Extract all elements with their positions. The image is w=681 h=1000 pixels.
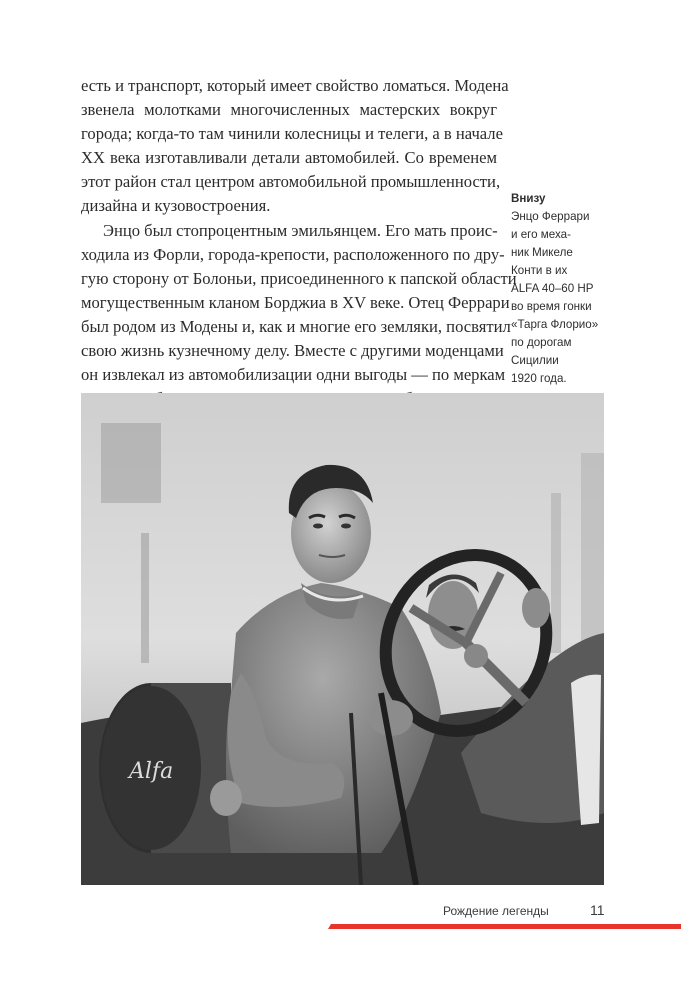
caption-line: 1920 года.	[511, 372, 567, 385]
background-window	[101, 423, 161, 503]
background-post	[551, 493, 561, 653]
text-line: Энцо был стопроцентным эмильянцем. Его мать проис-	[103, 220, 498, 240]
caption-line: ник Микеле	[511, 246, 573, 259]
alfa-emblem: Alfa	[129, 759, 174, 784]
caption-line: по дорогам	[511, 336, 572, 349]
caption-line: «Тарга Флорио»	[511, 318, 599, 331]
body-text	[81, 74, 517, 411]
enzo-hand-low	[210, 780, 242, 816]
enzo-hand-left	[369, 700, 413, 736]
background-post	[141, 533, 149, 663]
text-line: XX века изготавливали детали автомобилей. Со временем	[81, 148, 497, 168]
text-line: дизайна и кузовостроения.	[81, 196, 271, 216]
text-line: гую сторону от Болоньи, присоединенного к папской области	[81, 268, 517, 288]
text-line: города; когда-то там чинили колесницы и телеги, а в начале	[81, 124, 503, 144]
caption-line: Сицилии	[511, 354, 559, 367]
text-line: есть и транспорт, который имеет свойство ломаться. Модена	[81, 76, 509, 95]
text-line: он извлекал из автомобилизации одни выгоды — по меркам	[81, 365, 506, 385]
caption-line: Конти в их	[511, 264, 568, 277]
enzo-eye	[341, 524, 351, 529]
enzo-eye	[313, 524, 323, 529]
caption-line: и его меха-	[511, 228, 571, 241]
background-door	[581, 453, 604, 663]
text-line: звенела молотками многочисленных мастерских вокруг	[81, 100, 497, 120]
text-line: был родом из Модены и, как и многие его земляки, посвятил	[81, 316, 511, 336]
caption-line: Энцо Феррари	[511, 210, 590, 223]
wheel-hub	[464, 644, 488, 668]
caption-title: Внизу	[511, 192, 546, 205]
photo-caption	[511, 190, 621, 388]
running-footer-title: Рождение легенды	[443, 904, 549, 918]
footer-accent-bar	[328, 924, 681, 929]
enzo-hand-right	[522, 588, 550, 628]
text-line: могущественным кланом Борджиа в XV веке. Отец Феррари	[81, 292, 510, 312]
text-line: этот район стал центром автомобильной промышленности,	[81, 172, 501, 192]
page-number: 11	[590, 902, 605, 918]
caption-line: во время гонки	[511, 300, 592, 313]
text-line: ходила из Форли, города-крепости, расположенного по дру-	[81, 244, 505, 264]
text-line: свою жизнь кузнечному делу. Вместе с другими моденцами	[81, 341, 504, 361]
photo-enzo-ferrari	[81, 393, 604, 885]
caption-line: ALFA 40–60 HP	[511, 282, 594, 295]
